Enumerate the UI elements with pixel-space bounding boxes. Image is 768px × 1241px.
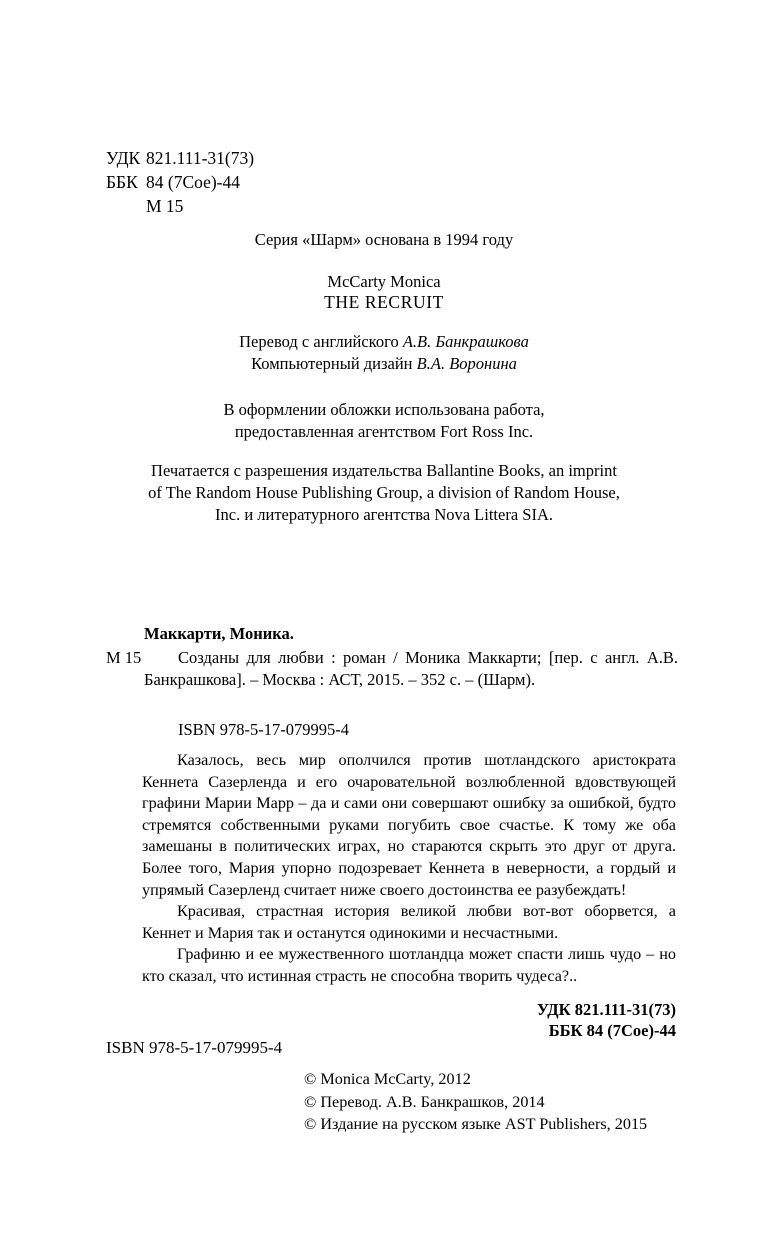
annotation-paragraph-3: Графиню и ее мужественного шотландца может спасти лишь чудо – но кто сказал, что истинная страсть не способна творить чудеса?.. <box>142 945 676 985</box>
cover-note-line-1: В оформлении обложки использована работа, <box>223 400 545 419</box>
siglum-row-top <box>106 194 254 218</box>
classification-codes-top <box>106 146 254 218</box>
original-title: THE RECRUIT <box>324 292 444 312</box>
designer-name: В.А. Воронина <box>416 354 517 373</box>
translator-name: А.В. Банкрашкова <box>402 332 529 351</box>
permission-line-3: Inc. и литературного агентства Nova Littera SIA. <box>215 505 553 524</box>
bbk-bottom: ББК 84 (7Сое)-44 <box>548 1021 676 1040</box>
udk-bottom: УДК 821.111-31(73) <box>536 1000 676 1019</box>
bib-entry-text: Созданы для любви : роман / Моника Маккарти; [пер. с англ. А.В. Банкрашкова]. – Москва : АСТ, 2015. – 352 с. – (Шарм). <box>144 648 678 689</box>
series-line: Серия «Шарм» основана в 1994 году <box>254 230 514 249</box>
isbn-bottom: ISBN 978-5-17-079995-4 <box>106 1038 283 1057</box>
udk-row-top <box>106 146 254 170</box>
design-credit <box>0 353 768 375</box>
copyright-line-1: © Monica McCarty, 2012 <box>304 1070 471 1088</box>
bbk-row-top <box>106 170 254 194</box>
bbk-value: 84 (7Сое)-44 <box>146 172 241 192</box>
credits-block <box>0 331 768 375</box>
siglum-label-empty <box>106 194 146 218</box>
copyright-line-2: © Перевод. А.В. Банкрашков, 2014 <box>304 1092 545 1111</box>
permission-line-1: Печатается с разрешения издательства Ballantine Books, an imprint <box>151 461 617 480</box>
isbn-top: ISBN 978-5-17-079995-4 <box>178 720 349 739</box>
cover-note-line-2: предоставленная агентством Fort Ross Inc. <box>234 422 534 441</box>
bib-siglum: М 15 <box>106 648 142 667</box>
copyright-line-3: © Издание на русском языке AST Publishers, 2015 <box>304 1115 648 1133</box>
annotation-paragraph-2: Красивая, страстная история великой любви вот-вот оборвется, а Кеннет и Мария так и останутся одинокими и несчастными. <box>142 902 676 942</box>
original-author: McCarty Monica <box>327 272 441 291</box>
annotation-paragraph-1: Казалось, весь мир ополчился против шотландского аристократа Кеннета Сазерленда и его очаровательной возлюбленной вдовствующей графини Марии Марр – да и сами они совершают ошибку за ошибкой, будто стремятся собственными руками погубить свое счастье. К тому же оба замешаны в политических играх, но стараются скрыть это друг от друга. Более того, Мария упорно подозревает Кеннета в неверности, а гордый и упрямый Сазерленд считает ниже своего достоинства ее разубеждать! <box>142 751 676 899</box>
annotation-block <box>142 750 676 988</box>
udk-value: 821.111-31(73) <box>146 148 255 168</box>
cover-artwork-note <box>0 399 768 443</box>
permission-statement <box>84 460 684 526</box>
siglum-value: М 15 <box>146 196 184 216</box>
bibliographic-record <box>106 623 678 691</box>
classification-codes-bottom <box>537 999 676 1041</box>
translation-credit <box>0 331 768 353</box>
permission-line-2: of The Random House Publishing Group, a division of Random House, <box>148 483 620 502</box>
udk-label: УДК <box>106 148 141 168</box>
design-prefix: Компьютерный дизайн <box>251 354 417 373</box>
copyright-lines <box>304 1068 647 1136</box>
bbk-label: ББК <box>106 172 138 192</box>
bib-entry <box>106 647 678 691</box>
bib-author-heading: Маккарти, Моника. <box>144 624 294 643</box>
translation-prefix: Перевод с английского <box>239 332 403 351</box>
